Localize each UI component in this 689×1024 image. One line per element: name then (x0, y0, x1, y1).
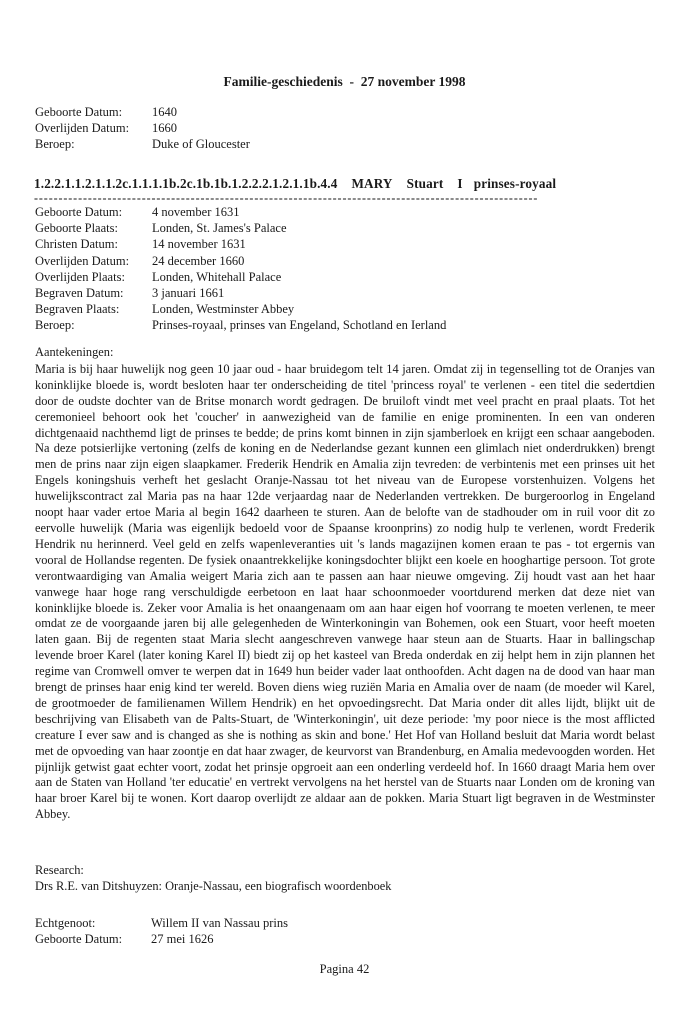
fact-row (35, 120, 250, 136)
fact-value: 27 mei 1626 (151, 932, 214, 947)
fact-label: Echtgenoot: (35, 916, 96, 930)
fact-row (35, 104, 250, 120)
fact-value: Londen, St. James's Palace (152, 221, 287, 236)
research-source: Drs R.E. van Ditshuyzen: Oranje-Nassau, een biografisch woordenboek (35, 879, 392, 893)
fact-value: Prinses-royaal, prinses van Engeland, Schotland en Ierland (152, 318, 447, 333)
fact-row (35, 269, 446, 285)
person-heading (34, 176, 556, 192)
dashed-separator: ------------------------------------------------------------------------------------------------------- (34, 191, 539, 203)
fact-row (35, 285, 446, 301)
fact-row (35, 136, 250, 152)
person-title: prinses-royaal (473, 176, 557, 191)
fact-value: Londen, Westminster Abbey (152, 302, 295, 317)
fact-row (35, 317, 446, 333)
page-header (0, 74, 689, 90)
fact-value: 3 januari 1661 (152, 286, 225, 301)
person-surname: Stuart (406, 176, 444, 191)
person-facts (35, 204, 446, 334)
fact-row (35, 204, 446, 220)
fact-label: Geboorte Datum: (35, 932, 123, 947)
fact-label: Geboorte Datum: (35, 105, 123, 119)
page-number: Pagina 42 (319, 962, 370, 976)
fact-label: Beroep: (35, 137, 75, 152)
fact-value: Londen, Whitehall Palace (152, 269, 282, 284)
header-title: Familie-geschiedenis (223, 74, 343, 89)
notes-section (35, 345, 655, 823)
fact-value: 14 november 1631 (152, 237, 246, 252)
notes-label: Aantekeningen: (35, 345, 114, 359)
header-separator: - (349, 74, 354, 89)
fact-row (35, 220, 446, 236)
fact-value: 1640 (152, 105, 177, 119)
header-date: 27 november 1998 (360, 74, 466, 89)
prior-person-facts (35, 104, 250, 153)
fact-label: Overlijden Datum: (35, 121, 130, 136)
fact-label: Geboorte Datum: (35, 205, 123, 219)
notes-text: Maria is bij haar huwelijk nog geen 10 jaar oud - haar bruidegom telt 14 jaren. Omdat zij in tegenselling tot de Oranjes van koninklijke bloede is, wordt besloten haar ter onderscheiding de titel 'princess royal' te verlenen - een titel die sedertdien door de oudste dochter van de Britse monarch wordt gedragen. De bruiloft vindt met veel pracht en praal plaats. Tot het ceremonieel behoort ook het 'coucher' in aanwezigheid van de familie en enige prominenten. In een van onderen dichtgenaaid nachthemd ligt de prinses te bedde; de prins komt binnen in zijn sjamberloek en krijgt een schaar aangeboden. Na deze potsierlijke vertoning (zelfs de koning en de Nederlandse gezant kunnen een glimlach niet onderdrukken) brengt men de prins naar zijn eigen slaapkamer. Frederik Hendrik en Amalia zijn tevreden: de verbintenis met een prinses uit het Engels koningshuis verheft het geslacht Oranje-Nassau tot het niveau van de Europese vorstenhuizen. Volgens het huwelijkscontract zal Maria pas na haar 12de verjaardag naar de Nederlanden vertrekken. De burgeroorlog in Engeland noopt haar vader ertoe Maria al begin 1642 daarheen te sturen. Aan de belofte van de stadhouder om in ruil voor dit zo eervolle huwelijk (Maria was eigenlijk bedoeld voor de Spaanse kroonprins) zo nodig hulp te verlenen, wordt Frederik Hendrik nu herinnerd. Veel geld en zelfs wapenleveranties uit 's lands magazijnen komen eraan te pas - tot ergernis van vooral de Hollandse regenten. De fysiek onaantrekkelijke koningsdochter blijkt een koele en hooghartige persoon. Tot grote verontwaardiging van Amalia weigert Maria zich aan te passen aan haar nieuwe omgeving. Zij houdt vast aan het haar vanwege haar hoge rang verschuldigde eerbetoon en laat haar schoonmoeder voortdurend merken dat deze niet van koninklijke bloede is. Zeker voor Amalia is het onaangenaam om aan haar eigen hof voorrang te moeten verlenen, te meer omdat ze de voorgaande jaren bij alle gelegenheden de Winterkoningin van Bohemen, ook een Stuart, voor heeft moeten laten gaan. Bij de regenten staat Maria slecht aangeschreven vanwege haar steun aan de Stuarts. Haar in ballingschap levende broer Karel (later koning Karel II) biedt zij op het kasteel van Breda onderdak en zij helpt hem in zijn plannen het regime van Cromwell omver te werpen dat in 1649 hun beider vader laat onthoofden. Acht dagen na de dood van haar man brengt de prinses haar enig kind ter wereld. Boven diens wieg ruziën Maria en Amalia over de naam (de moeder wil Karel, de grootmoeder de familienamen Willem Hendrik) en het opvoedingsrecht. Dat Maria onder dit alles lijdt, blijkt uit de beschrijving van Elisabeth van de Palts-Stuart, de 'Winterkoningin', uit deze periode: 'my poor niece is the most afflicted creature I ever saw and is changed as she is nothing as skin and bone.' Het Hof van Holland besluit dat Maria wordt belast met de opvoeding van haar zoontje en dat haar zwager, de keurvorst van Brandenburg, en Amalia medevoogden worden. Het pijnlijk getwist gaat echter voort, zodat het prinsje opgroeit aan een onderling verdeeld hof. In 1660 draagt Maria hem over aan de Staten van Holland 'ter educatie' en vertrekt vervolgens na het herstel van de Stuarts naar Londen om de kroning van haar broer Karel bij te wonen. Kort daarop overlijdt ze aldaar aan de pokken. Maria Stuart ligt begraven in de Westminster Abbey. (35, 361, 655, 822)
fact-label: Overlijden Datum: (35, 253, 130, 268)
person-code: 1.2.2.1.1.2.1.1.2c.1.1.1.1b.2c.1b.1b.1.2.2.2.1.2.1.1b.4.4 (34, 176, 338, 191)
research-label: Research: (35, 863, 84, 877)
fact-value: 4 november 1631 (152, 205, 240, 219)
person-numeral: I (457, 176, 463, 191)
fact-label: Geboorte Plaats: (35, 221, 118, 236)
fact-label: Begraven Plaats: (35, 302, 120, 317)
fact-value: 1660 (152, 121, 177, 136)
fact-label: Christen Datum: (35, 237, 118, 252)
fact-row (35, 915, 288, 931)
fact-row (35, 931, 288, 947)
fact-row (35, 301, 446, 317)
fact-row (35, 236, 446, 252)
fact-row (35, 253, 446, 269)
research-section (35, 862, 655, 894)
spouse-facts (35, 915, 288, 947)
fact-value: 24 december 1660 (152, 253, 245, 268)
fact-label: Beroep: (35, 318, 75, 333)
person-name: MARY (351, 176, 393, 191)
fact-value: Willem II van Nassau prins (151, 916, 288, 930)
fact-label: Begraven Datum: (35, 286, 124, 301)
fact-value: Duke of Gloucester (152, 137, 250, 152)
fact-label: Overlijden Plaats: (35, 269, 125, 284)
